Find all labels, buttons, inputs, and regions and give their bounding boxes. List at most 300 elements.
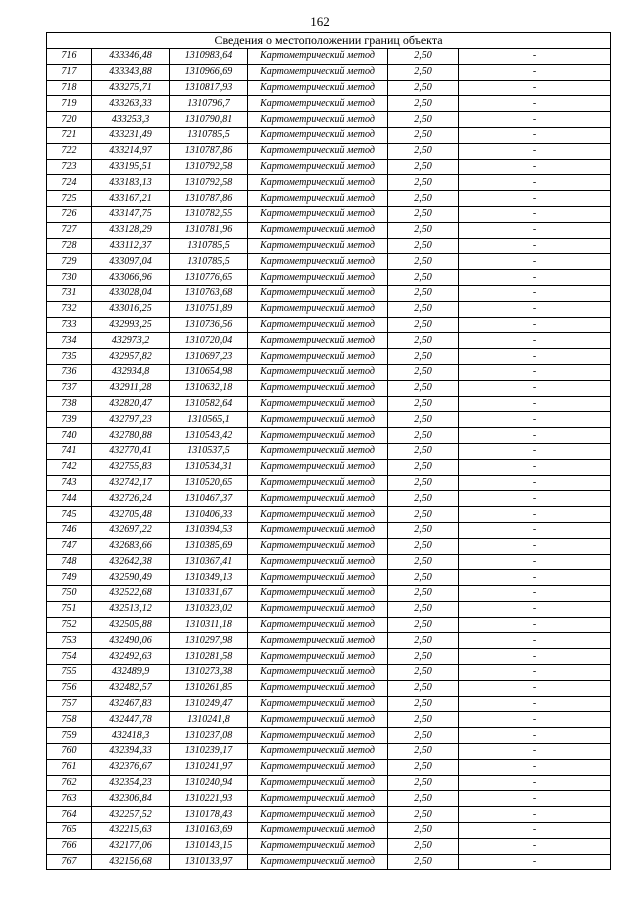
description-cell: - xyxy=(459,191,611,207)
point-number-cell: 749 xyxy=(47,570,92,586)
y-coordinate-cell: 1310782,55 xyxy=(170,206,248,222)
y-coordinate-cell: 1310543,42 xyxy=(170,428,248,444)
x-coordinate-cell: 432490,06 xyxy=(92,633,170,649)
table-row xyxy=(47,570,611,586)
accuracy-cell: 2,50 xyxy=(388,222,459,238)
table-row xyxy=(47,459,611,475)
point-number-cell: 719 xyxy=(47,96,92,112)
x-coordinate-cell: 432697,22 xyxy=(92,522,170,538)
y-coordinate-cell: 1310720,04 xyxy=(170,333,248,349)
x-coordinate-cell: 432482,57 xyxy=(92,680,170,696)
accuracy-cell: 2,50 xyxy=(388,807,459,823)
x-coordinate-cell: 432467,83 xyxy=(92,696,170,712)
y-coordinate-cell: 1310221,93 xyxy=(170,791,248,807)
x-coordinate-cell: 433343,88 xyxy=(92,64,170,80)
description-cell: - xyxy=(459,491,611,507)
table-row xyxy=(47,633,611,649)
table-row xyxy=(47,475,611,491)
y-coordinate-cell: 1310323,02 xyxy=(170,601,248,617)
accuracy-cell: 2,50 xyxy=(388,364,459,380)
point-number-cell: 717 xyxy=(47,64,92,80)
x-coordinate-cell: 432354,23 xyxy=(92,775,170,791)
description-cell: - xyxy=(459,633,611,649)
table-row xyxy=(47,64,611,80)
accuracy-cell: 2,50 xyxy=(388,649,459,665)
x-coordinate-cell: 432376,67 xyxy=(92,759,170,775)
accuracy-cell: 2,50 xyxy=(388,459,459,475)
accuracy-cell: 2,50 xyxy=(388,712,459,728)
table-row xyxy=(47,301,611,317)
accuracy-cell: 2,50 xyxy=(388,554,459,570)
y-coordinate-cell: 1310785,5 xyxy=(170,254,248,270)
table-row xyxy=(47,680,611,696)
x-coordinate-cell: 432394,33 xyxy=(92,744,170,760)
description-cell: - xyxy=(459,127,611,143)
x-coordinate-cell: 433128,29 xyxy=(92,222,170,238)
method-cell: Картометрический метод xyxy=(248,744,388,760)
point-number-cell: 741 xyxy=(47,443,92,459)
table-row xyxy=(47,396,611,412)
y-coordinate-cell: 1310790,81 xyxy=(170,112,248,128)
accuracy-cell: 2,50 xyxy=(388,665,459,681)
accuracy-cell: 2,50 xyxy=(388,254,459,270)
point-number-cell: 751 xyxy=(47,601,92,617)
point-number-cell: 753 xyxy=(47,633,92,649)
description-cell: - xyxy=(459,64,611,80)
table-row xyxy=(47,838,611,854)
x-coordinate-cell: 432177,06 xyxy=(92,838,170,854)
accuracy-cell: 2,50 xyxy=(388,570,459,586)
accuracy-cell: 2,50 xyxy=(388,633,459,649)
x-coordinate-cell: 432705,48 xyxy=(92,507,170,523)
x-coordinate-cell: 433253,3 xyxy=(92,112,170,128)
x-coordinate-cell: 433167,21 xyxy=(92,191,170,207)
point-number-cell: 740 xyxy=(47,428,92,444)
description-cell: - xyxy=(459,838,611,854)
point-number-cell: 733 xyxy=(47,317,92,333)
table-row xyxy=(47,333,611,349)
accuracy-cell: 2,50 xyxy=(388,838,459,854)
accuracy-cell: 2,50 xyxy=(388,333,459,349)
method-cell: Картометрический метод xyxy=(248,617,388,633)
description-cell: - xyxy=(459,96,611,112)
description-cell: - xyxy=(459,175,611,191)
y-coordinate-cell: 1310385,69 xyxy=(170,538,248,554)
y-coordinate-cell: 1310241,97 xyxy=(170,759,248,775)
accuracy-cell: 2,50 xyxy=(388,285,459,301)
y-coordinate-cell: 1310239,17 xyxy=(170,744,248,760)
description-cell: - xyxy=(459,364,611,380)
method-cell: Картометрический метод xyxy=(248,428,388,444)
x-coordinate-cell: 432590,49 xyxy=(92,570,170,586)
method-cell: Картометрический метод xyxy=(248,127,388,143)
point-number-cell: 745 xyxy=(47,507,92,523)
description-cell: - xyxy=(459,807,611,823)
table-row xyxy=(47,317,611,333)
accuracy-cell: 2,50 xyxy=(388,238,459,254)
point-number-cell: 761 xyxy=(47,759,92,775)
accuracy-cell: 2,50 xyxy=(388,412,459,428)
method-cell: Картометрический метод xyxy=(248,96,388,112)
description-cell: - xyxy=(459,522,611,538)
x-coordinate-cell: 432522,68 xyxy=(92,586,170,602)
method-cell: Картометрический метод xyxy=(248,807,388,823)
description-cell: - xyxy=(459,206,611,222)
x-coordinate-cell: 432934,8 xyxy=(92,364,170,380)
y-coordinate-cell: 1310787,86 xyxy=(170,191,248,207)
description-cell: - xyxy=(459,712,611,728)
point-number-cell: 765 xyxy=(47,823,92,839)
description-cell: - xyxy=(459,601,611,617)
method-cell: Картометрический метод xyxy=(248,333,388,349)
method-cell: Картометрический метод xyxy=(248,64,388,80)
x-coordinate-cell: 433147,75 xyxy=(92,206,170,222)
method-cell: Картометрический метод xyxy=(248,285,388,301)
method-cell: Картометрический метод xyxy=(248,854,388,870)
y-coordinate-cell: 1310178,43 xyxy=(170,807,248,823)
point-number-cell: 727 xyxy=(47,222,92,238)
table-row xyxy=(47,159,611,175)
method-cell: Картометрический метод xyxy=(248,254,388,270)
point-number-cell: 718 xyxy=(47,80,92,96)
accuracy-cell: 2,50 xyxy=(388,696,459,712)
accuracy-cell: 2,50 xyxy=(388,349,459,365)
x-coordinate-cell: 433275,71 xyxy=(92,80,170,96)
accuracy-cell: 2,50 xyxy=(388,80,459,96)
x-coordinate-cell: 432993,25 xyxy=(92,317,170,333)
table-row xyxy=(47,696,611,712)
description-cell: - xyxy=(459,80,611,96)
table-row xyxy=(47,775,611,791)
description-cell: - xyxy=(459,254,611,270)
description-cell: - xyxy=(459,380,611,396)
description-cell: - xyxy=(459,775,611,791)
description-cell: - xyxy=(459,285,611,301)
table-row xyxy=(47,728,611,744)
description-cell: - xyxy=(459,428,611,444)
point-number-cell: 767 xyxy=(47,854,92,870)
y-coordinate-cell: 1310983,64 xyxy=(170,49,248,65)
x-coordinate-cell: 432215,63 xyxy=(92,823,170,839)
x-coordinate-cell: 432780,88 xyxy=(92,428,170,444)
method-cell: Картометрический метод xyxy=(248,301,388,317)
point-number-cell: 760 xyxy=(47,744,92,760)
table-row xyxy=(47,665,611,681)
accuracy-cell: 2,50 xyxy=(388,775,459,791)
table-row xyxy=(47,554,611,570)
accuracy-cell: 2,50 xyxy=(388,744,459,760)
accuracy-cell: 2,50 xyxy=(388,175,459,191)
y-coordinate-cell: 1310565,1 xyxy=(170,412,248,428)
table-row xyxy=(47,538,611,554)
description-cell: - xyxy=(459,333,611,349)
table-row xyxy=(47,428,611,444)
table-row xyxy=(47,443,611,459)
point-number-cell: 739 xyxy=(47,412,92,428)
description-cell: - xyxy=(459,238,611,254)
page-number: 162 xyxy=(310,14,330,29)
point-number-cell: 730 xyxy=(47,270,92,286)
y-coordinate-cell: 1310792,58 xyxy=(170,175,248,191)
point-number-cell: 755 xyxy=(47,665,92,681)
y-coordinate-cell: 1310331,67 xyxy=(170,586,248,602)
y-coordinate-cell: 1310792,58 xyxy=(170,159,248,175)
table-row xyxy=(47,649,611,665)
method-cell: Картометрический метод xyxy=(248,570,388,586)
x-coordinate-cell: 433346,48 xyxy=(92,49,170,65)
y-coordinate-cell: 1310751,89 xyxy=(170,301,248,317)
point-number-cell: 734 xyxy=(47,333,92,349)
point-number-cell: 731 xyxy=(47,285,92,301)
y-coordinate-cell: 1310297,98 xyxy=(170,633,248,649)
method-cell: Картометрический метод xyxy=(248,507,388,523)
description-cell: - xyxy=(459,744,611,760)
method-cell: Картометрический метод xyxy=(248,175,388,191)
x-coordinate-cell: 432505,88 xyxy=(92,617,170,633)
method-cell: Картометрический метод xyxy=(248,222,388,238)
accuracy-cell: 2,50 xyxy=(388,396,459,412)
x-coordinate-cell: 433066,96 xyxy=(92,270,170,286)
x-coordinate-cell: 432642,38 xyxy=(92,554,170,570)
y-coordinate-cell: 1310249,47 xyxy=(170,696,248,712)
method-cell: Картометрический метод xyxy=(248,586,388,602)
table-row xyxy=(47,285,611,301)
table-row xyxy=(47,507,611,523)
method-cell: Картометрический метод xyxy=(248,143,388,159)
accuracy-cell: 2,50 xyxy=(388,49,459,65)
method-cell: Картометрический метод xyxy=(248,317,388,333)
accuracy-cell: 2,50 xyxy=(388,301,459,317)
description-cell: - xyxy=(459,475,611,491)
description-cell: - xyxy=(459,538,611,554)
x-coordinate-cell: 432957,82 xyxy=(92,349,170,365)
y-coordinate-cell: 1310281,58 xyxy=(170,649,248,665)
y-coordinate-cell: 1310537,5 xyxy=(170,443,248,459)
y-coordinate-cell: 1310817,93 xyxy=(170,80,248,96)
accuracy-cell: 2,50 xyxy=(388,601,459,617)
description-cell: - xyxy=(459,759,611,775)
description-cell: - xyxy=(459,791,611,807)
method-cell: Картометрический метод xyxy=(248,191,388,207)
x-coordinate-cell: 433112,37 xyxy=(92,238,170,254)
y-coordinate-cell: 1310534,31 xyxy=(170,459,248,475)
point-number-cell: 721 xyxy=(47,127,92,143)
y-coordinate-cell: 1310697,23 xyxy=(170,349,248,365)
table-row xyxy=(47,222,611,238)
y-coordinate-cell: 1310241,8 xyxy=(170,712,248,728)
method-cell: Картометрический метод xyxy=(248,538,388,554)
description-cell: - xyxy=(459,507,611,523)
accuracy-cell: 2,50 xyxy=(388,317,459,333)
y-coordinate-cell: 1310736,56 xyxy=(170,317,248,333)
description-cell: - xyxy=(459,728,611,744)
point-number-cell: 738 xyxy=(47,396,92,412)
description-cell: - xyxy=(459,317,611,333)
method-cell: Картометрический метод xyxy=(248,696,388,712)
method-cell: Картометрический метод xyxy=(248,791,388,807)
y-coordinate-cell: 1310163,69 xyxy=(170,823,248,839)
table-row xyxy=(47,254,611,270)
table-row xyxy=(47,522,611,538)
x-coordinate-cell: 432156,68 xyxy=(92,854,170,870)
x-coordinate-cell: 432797,23 xyxy=(92,412,170,428)
method-cell: Картометрический метод xyxy=(248,554,388,570)
method-cell: Картометрический метод xyxy=(248,80,388,96)
y-coordinate-cell: 1310632,18 xyxy=(170,380,248,396)
table-row xyxy=(47,601,611,617)
table-row xyxy=(47,191,611,207)
method-cell: Картометрический метод xyxy=(248,443,388,459)
y-coordinate-cell: 1310394,53 xyxy=(170,522,248,538)
x-coordinate-cell: 433231,49 xyxy=(92,127,170,143)
table-title-row xyxy=(47,33,611,49)
table-row xyxy=(47,823,611,839)
accuracy-cell: 2,50 xyxy=(388,380,459,396)
point-number-cell: 763 xyxy=(47,791,92,807)
y-coordinate-cell: 1310654,98 xyxy=(170,364,248,380)
method-cell: Картометрический метод xyxy=(248,412,388,428)
table-row xyxy=(47,744,611,760)
y-coordinate-cell: 1310261,85 xyxy=(170,680,248,696)
table-body xyxy=(47,49,611,870)
y-coordinate-cell: 1310966,69 xyxy=(170,64,248,80)
point-number-cell: 737 xyxy=(47,380,92,396)
x-coordinate-cell: 433016,25 xyxy=(92,301,170,317)
y-coordinate-cell: 1310237,08 xyxy=(170,728,248,744)
point-number-cell: 759 xyxy=(47,728,92,744)
method-cell: Картометрический метод xyxy=(248,206,388,222)
point-number-cell: 743 xyxy=(47,475,92,491)
accuracy-cell: 2,50 xyxy=(388,270,459,286)
point-number-cell: 764 xyxy=(47,807,92,823)
x-coordinate-cell: 432742,17 xyxy=(92,475,170,491)
accuracy-cell: 2,50 xyxy=(388,206,459,222)
point-number-cell: 750 xyxy=(47,586,92,602)
description-cell: - xyxy=(459,270,611,286)
accuracy-cell: 2,50 xyxy=(388,823,459,839)
point-number-cell: 728 xyxy=(47,238,92,254)
table-row xyxy=(47,807,611,823)
table-row xyxy=(47,49,611,65)
table-row xyxy=(47,175,611,191)
point-number-cell: 756 xyxy=(47,680,92,696)
table-row xyxy=(47,412,611,428)
point-number-cell: 723 xyxy=(47,159,92,175)
point-number-cell: 742 xyxy=(47,459,92,475)
accuracy-cell: 2,50 xyxy=(388,443,459,459)
y-coordinate-cell: 1310406,33 xyxy=(170,507,248,523)
table-row xyxy=(47,854,611,870)
method-cell: Картометрический метод xyxy=(248,838,388,854)
description-cell: - xyxy=(459,143,611,159)
method-cell: Картометрический метод xyxy=(248,728,388,744)
y-coordinate-cell: 1310273,38 xyxy=(170,665,248,681)
point-number-cell: 725 xyxy=(47,191,92,207)
method-cell: Картометрический метод xyxy=(248,364,388,380)
table-row xyxy=(47,127,611,143)
point-number-cell: 748 xyxy=(47,554,92,570)
description-cell: - xyxy=(459,854,611,870)
description-cell: - xyxy=(459,649,611,665)
method-cell: Картометрический метод xyxy=(248,380,388,396)
accuracy-cell: 2,50 xyxy=(388,491,459,507)
description-cell: - xyxy=(459,617,611,633)
accuracy-cell: 2,50 xyxy=(388,728,459,744)
description-cell: - xyxy=(459,554,611,570)
point-number-cell: 726 xyxy=(47,206,92,222)
table-row xyxy=(47,586,611,602)
x-coordinate-cell: 432820,47 xyxy=(92,396,170,412)
point-number-cell: 757 xyxy=(47,696,92,712)
x-coordinate-cell: 432489,9 xyxy=(92,665,170,681)
x-coordinate-cell: 432973,2 xyxy=(92,333,170,349)
y-coordinate-cell: 1310785,5 xyxy=(170,238,248,254)
table-row xyxy=(47,270,611,286)
x-coordinate-cell: 433263,33 xyxy=(92,96,170,112)
accuracy-cell: 2,50 xyxy=(388,64,459,80)
accuracy-cell: 2,50 xyxy=(388,507,459,523)
description-cell: - xyxy=(459,680,611,696)
table-row xyxy=(47,143,611,159)
description-cell: - xyxy=(459,823,611,839)
y-coordinate-cell: 1310796,7 xyxy=(170,96,248,112)
point-number-cell: 720 xyxy=(47,112,92,128)
description-cell: - xyxy=(459,459,611,475)
point-number-cell: 747 xyxy=(47,538,92,554)
accuracy-cell: 2,50 xyxy=(388,522,459,538)
table-row xyxy=(47,491,611,507)
accuracy-cell: 2,50 xyxy=(388,680,459,696)
method-cell: Картометрический метод xyxy=(248,491,388,507)
point-number-cell: 758 xyxy=(47,712,92,728)
method-cell: Картометрический метод xyxy=(248,633,388,649)
method-cell: Картометрический метод xyxy=(248,159,388,175)
method-cell: Картометрический метод xyxy=(248,665,388,681)
point-number-cell: 729 xyxy=(47,254,92,270)
x-coordinate-cell: 432726,24 xyxy=(92,491,170,507)
table-row xyxy=(47,349,611,365)
method-cell: Картометрический метод xyxy=(248,712,388,728)
table-row xyxy=(47,712,611,728)
point-number-cell: 746 xyxy=(47,522,92,538)
point-number-cell: 735 xyxy=(47,349,92,365)
x-coordinate-cell: 433195,51 xyxy=(92,159,170,175)
x-coordinate-cell: 432911,28 xyxy=(92,380,170,396)
x-coordinate-cell: 432683,66 xyxy=(92,538,170,554)
table-row xyxy=(47,791,611,807)
description-cell: - xyxy=(459,443,611,459)
y-coordinate-cell: 1310133,97 xyxy=(170,854,248,870)
point-number-cell: 744 xyxy=(47,491,92,507)
method-cell: Картометрический метод xyxy=(248,270,388,286)
description-cell: - xyxy=(459,159,611,175)
accuracy-cell: 2,50 xyxy=(388,127,459,143)
y-coordinate-cell: 1310143,15 xyxy=(170,838,248,854)
description-cell: - xyxy=(459,112,611,128)
method-cell: Картометрический метод xyxy=(248,112,388,128)
accuracy-cell: 2,50 xyxy=(388,96,459,112)
method-cell: Картометрический метод xyxy=(248,396,388,412)
method-cell: Картометрический метод xyxy=(248,680,388,696)
x-coordinate-cell: 433097,04 xyxy=(92,254,170,270)
description-cell: - xyxy=(459,412,611,428)
table-row xyxy=(47,617,611,633)
x-coordinate-cell: 432257,52 xyxy=(92,807,170,823)
accuracy-cell: 2,50 xyxy=(388,586,459,602)
table-row xyxy=(47,759,611,775)
method-cell: Картометрический метод xyxy=(248,459,388,475)
x-coordinate-cell: 432755,83 xyxy=(92,459,170,475)
